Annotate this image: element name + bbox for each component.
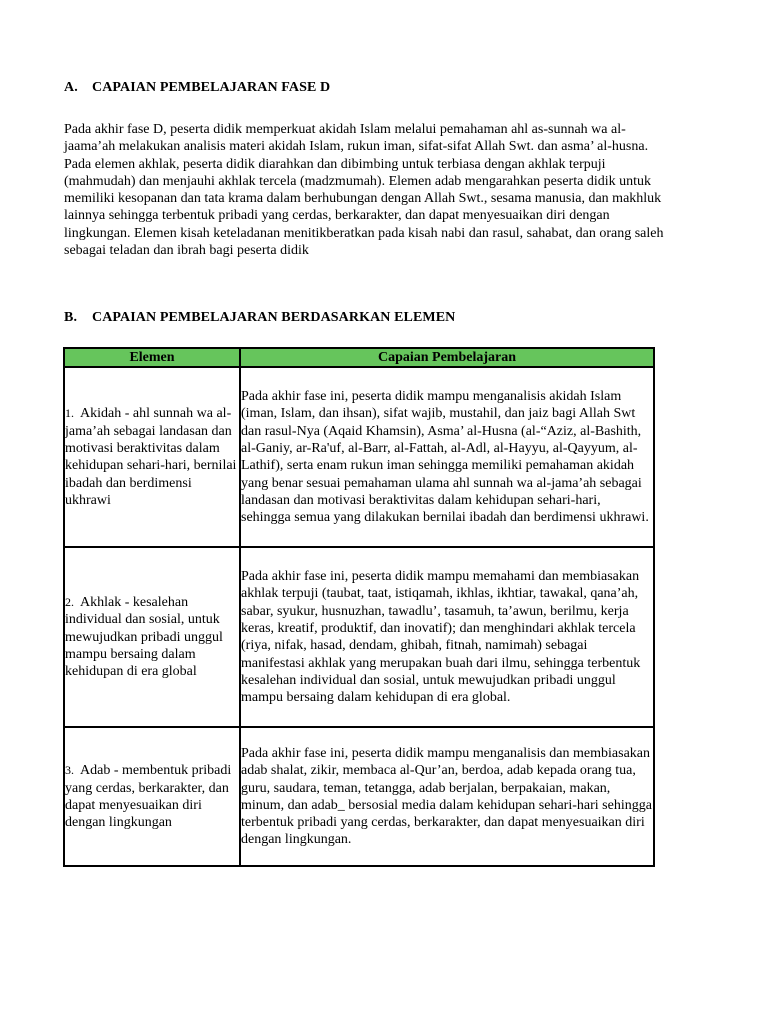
capaian-cell: [240, 727, 654, 866]
elemen-cell: [64, 367, 240, 547]
header-elemen: Elemen: [64, 348, 240, 367]
section-b-heading: [64, 310, 455, 326]
section-b-title: CAPAIAN PEMBELAJARAN BERDASARKAN ELEMEN: [92, 310, 456, 325]
section-a-paragraph: Pada akhir fase D, peserta didik memperkuat akidah Islam melalui pemahaman ahl as-sunnah wa al-jaama’ah melakukan analisis materi akidah Islam, rukun iman, sifat-sifat Allah Swt. dan asma’ al-husna. Pada elemen akhlak, peserta didik diarahkan dan dibimbing untuk terbiasa dengan akhlak terpuji (mahmudah) dan menjauhi akhlak tercela (madzmumah). Elemen adab mengarahkan peserta didik untuk memiliki kesopanan dan tata krama dalam berhubungan dengan Allah Swt., sesama manusia, dan makhluk lainnya sehingga terbentuk pribadi yang cerdas, berkarakter, dan dapat menyesuaikan diri dengan lingkungan. Elemen kisah keteladanan menitikberatkan pada kisah nabi dan rasul, sahabat, dan orang saleh sebagai teladan dan ibrah bagi peserta didik: [64, 122, 664, 259]
capaian-table: [63, 347, 655, 867]
capaian-text: Pada akhir fase ini, peserta didik mampu memahami dan membiasakan akhlak terpuji (taubat, taat, istiqamah, ikhlas, ikhtiar, tawakal, qana’ah, sabar, syukur, husnuzhan, tawadlu’, tasamuh, ta’awun, berilmu, kerja keras, kreatif, produktif, dan inovatif); dan menghindari akhlak tercela (riya, nifak, hasad, dendam, ghibah, fitnah, namimah) sebagai manifestasi akhlak yang merupakan buah dari ilmu, sehingga terbentuk kesalehan individual dan sosial, untuk mewujudkan pribadi unggul mampu bersaing dalam kehidupan di era global.: [241, 569, 641, 706]
section-a-number: A.: [64, 80, 78, 95]
elemen-text: Akidah - ahl sunnah wa al-jama’ah sebagai landasan dan motivasi beraktivitas dalam kehidupan sehari-hari, bernilai ibadah dan berdimensi ukhrawi: [65, 406, 237, 508]
table-header-row: [64, 348, 654, 367]
capaian-cell: [240, 367, 654, 547]
elemen-number: 2.: [65, 595, 74, 610]
section-a-heading: [64, 80, 330, 96]
section-a-title: CAPAIAN PEMBELAJARAN FASE D: [92, 80, 331, 95]
table-row: [64, 367, 654, 547]
elemen-number: 1.: [65, 406, 74, 421]
elemen-text: Adab - membentuk pribadi yang cerdas, berkarakter, dan dapat menyesuaikan diri dengan lingkungan: [65, 763, 232, 831]
capaian-text: Pada akhir fase ini, peserta didik mampu menganalisis akidah Islam (iman, Islam, dan ihsan), sifat wajib, mustahil, dan jaiz bagi Allah Swt dan rasul-Nya (Aqaid Khamsin), Asma’ al-Husna (al-“Aziz, al-Bashith, al-Ganiy, ar-Ra'uf, al-Barr, al-Fattah, al-Adl, al-Hayyu, al-Qayyum, al-Lathif), serta enam rukun iman sehingga memiliki pemahaman akidah yang benar sesuai pemahaman ulama ahl sunnah wa al-jama’ah sebagai landasan dan motivasi beraktivitas dalam kehidupan sehari-hari, sehingga semua yang dilakukan bernilai ibadah dan berdimensi ukhrawi.: [241, 389, 649, 526]
table-row: [64, 547, 654, 727]
table-row: [64, 727, 654, 866]
elemen-number: 3.: [65, 763, 74, 778]
header-capaian: Capaian Pembelajaran: [240, 348, 654, 367]
capaian-cell: [240, 547, 654, 727]
capaian-text: Pada akhir fase ini, peserta didik mampu menganalisis dan membiasakan adab shalat, zikir, membaca al-Qur’an, berdoa, adab kepada orang tua, guru, saudara, teman, tetangga, adab berjalan, berpakaian, makan, minum, dan adab_ bersosial media dalam kehidupan sehari-hari sehingga terbentuk pribadi yang cerdas, berkarakter, dan dapat menyesuaikan diri dengan lingkungan.: [241, 745, 652, 848]
section-b-number: B.: [64, 310, 78, 325]
elemen-text: Akhlak - kesalehan individual dan sosial, untuk mewujudkan pribadi unggul mampu bersaing dalam kehidupan di era global: [65, 595, 223, 680]
elemen-cell: [64, 547, 240, 727]
elemen-cell: [64, 727, 240, 866]
